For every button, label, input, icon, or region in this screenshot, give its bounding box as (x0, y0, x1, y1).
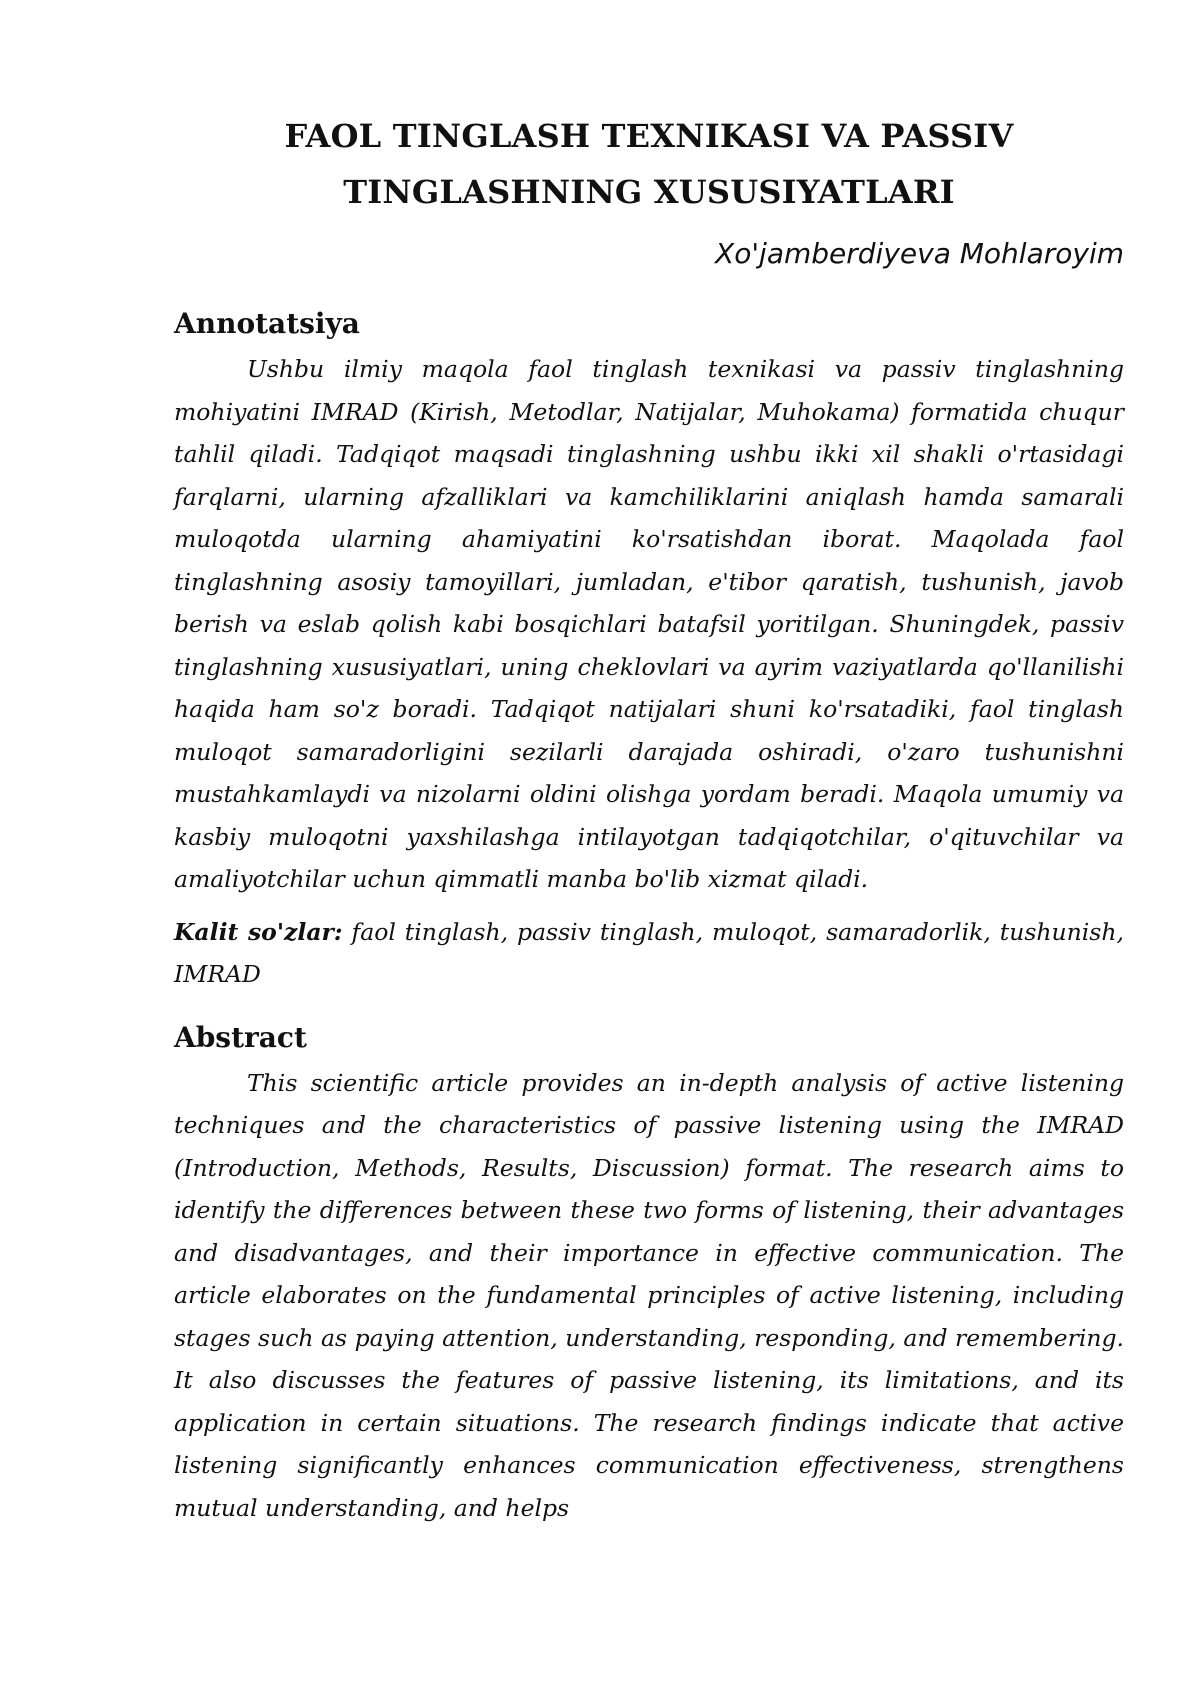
article-title-line-2: TINGLASHNING XUSUSIYATLARI (343, 173, 955, 211)
abstract-heading: Abstract (174, 1020, 307, 1054)
article-title (174, 108, 1124, 220)
keywords-label: Kalit so'zlar: (174, 917, 343, 946)
keywords-line (174, 911, 1124, 996)
abstract-paragraph: This scientific article provides an in-depth analysis of active listening techniques and the characteristics of passive listening using the IMRAD (Introduction, Methods, Results, Discussion) format. The research aims to identify the differences between these two forms of listening, their advantages and disadvantages, and their importance in effective communication. The article elaborates on the fundamental principles of active listening, including stages such as paying attention, understanding, responding, and remembering. It also discusses the features of passive listening, its limitations, and its application in certain situations. The research findings indicate that active listening significantly enhances communication effectiveness, strengthens mutual understanding, and helps (174, 1068, 1124, 1522)
keywords-list: faol tinglash, passiv tinglash, muloqot, samaradorlik, tushunish, IMRAD (174, 917, 1124, 988)
document-page (174, 0, 1124, 1696)
author-name: Xo'jamberdiyeva Mohlaroyim (715, 237, 1124, 270)
annotation-heading: Annotatsiya (174, 307, 360, 340)
article-title-line-1: FAOL TINGLASH TEXNIKASI VA PASSIV (284, 117, 1014, 155)
annotation-paragraph: Ushbu ilmiy maqola faol tinglash texnikasi va passiv tinglashning mohiyatini IMRAD (Kirish, Metodlar, Natijalar, Muhokama) formatida chuqur tahlil qiladi. Tadqiqot maqsadi tinglashning ushbu ikki xil shakli o'rtasidagi farqlarni, ularning afzalliklari va kamchiliklarini aniqlash hamda samarali muloqotda ularning ahamiyatini ko'rsatishdan iborat. Maqolada faol tinglashning asosiy tamoyillari, jumladan, e'tibor qaratish, tushunish, javob berish va eslab qolish kabi bosqichlari batafsil yoritilgan. Shuningdek, passiv tinglashning xususiyatlari, uning cheklovlari va ayrim vaziyatlarda qo'llanilishi haqida ham so'z boradi. Tadqiqot natijalari shuni ko'rsatadiki, faol tinglash muloqot samaradorligini sezilarli darajada oshiradi, o'zaro tushunishni mustahkamlaydi va nizolarni oldini olishga yordam beradi. Maqola umumiy va kasbiy muloqotni yaxshilashga intilayotgan tadqiqotchilar, o'qituvchilar va amaliyotchilar uchun qimmatli manba bo'lib xizmat qiladi. (174, 355, 1124, 893)
